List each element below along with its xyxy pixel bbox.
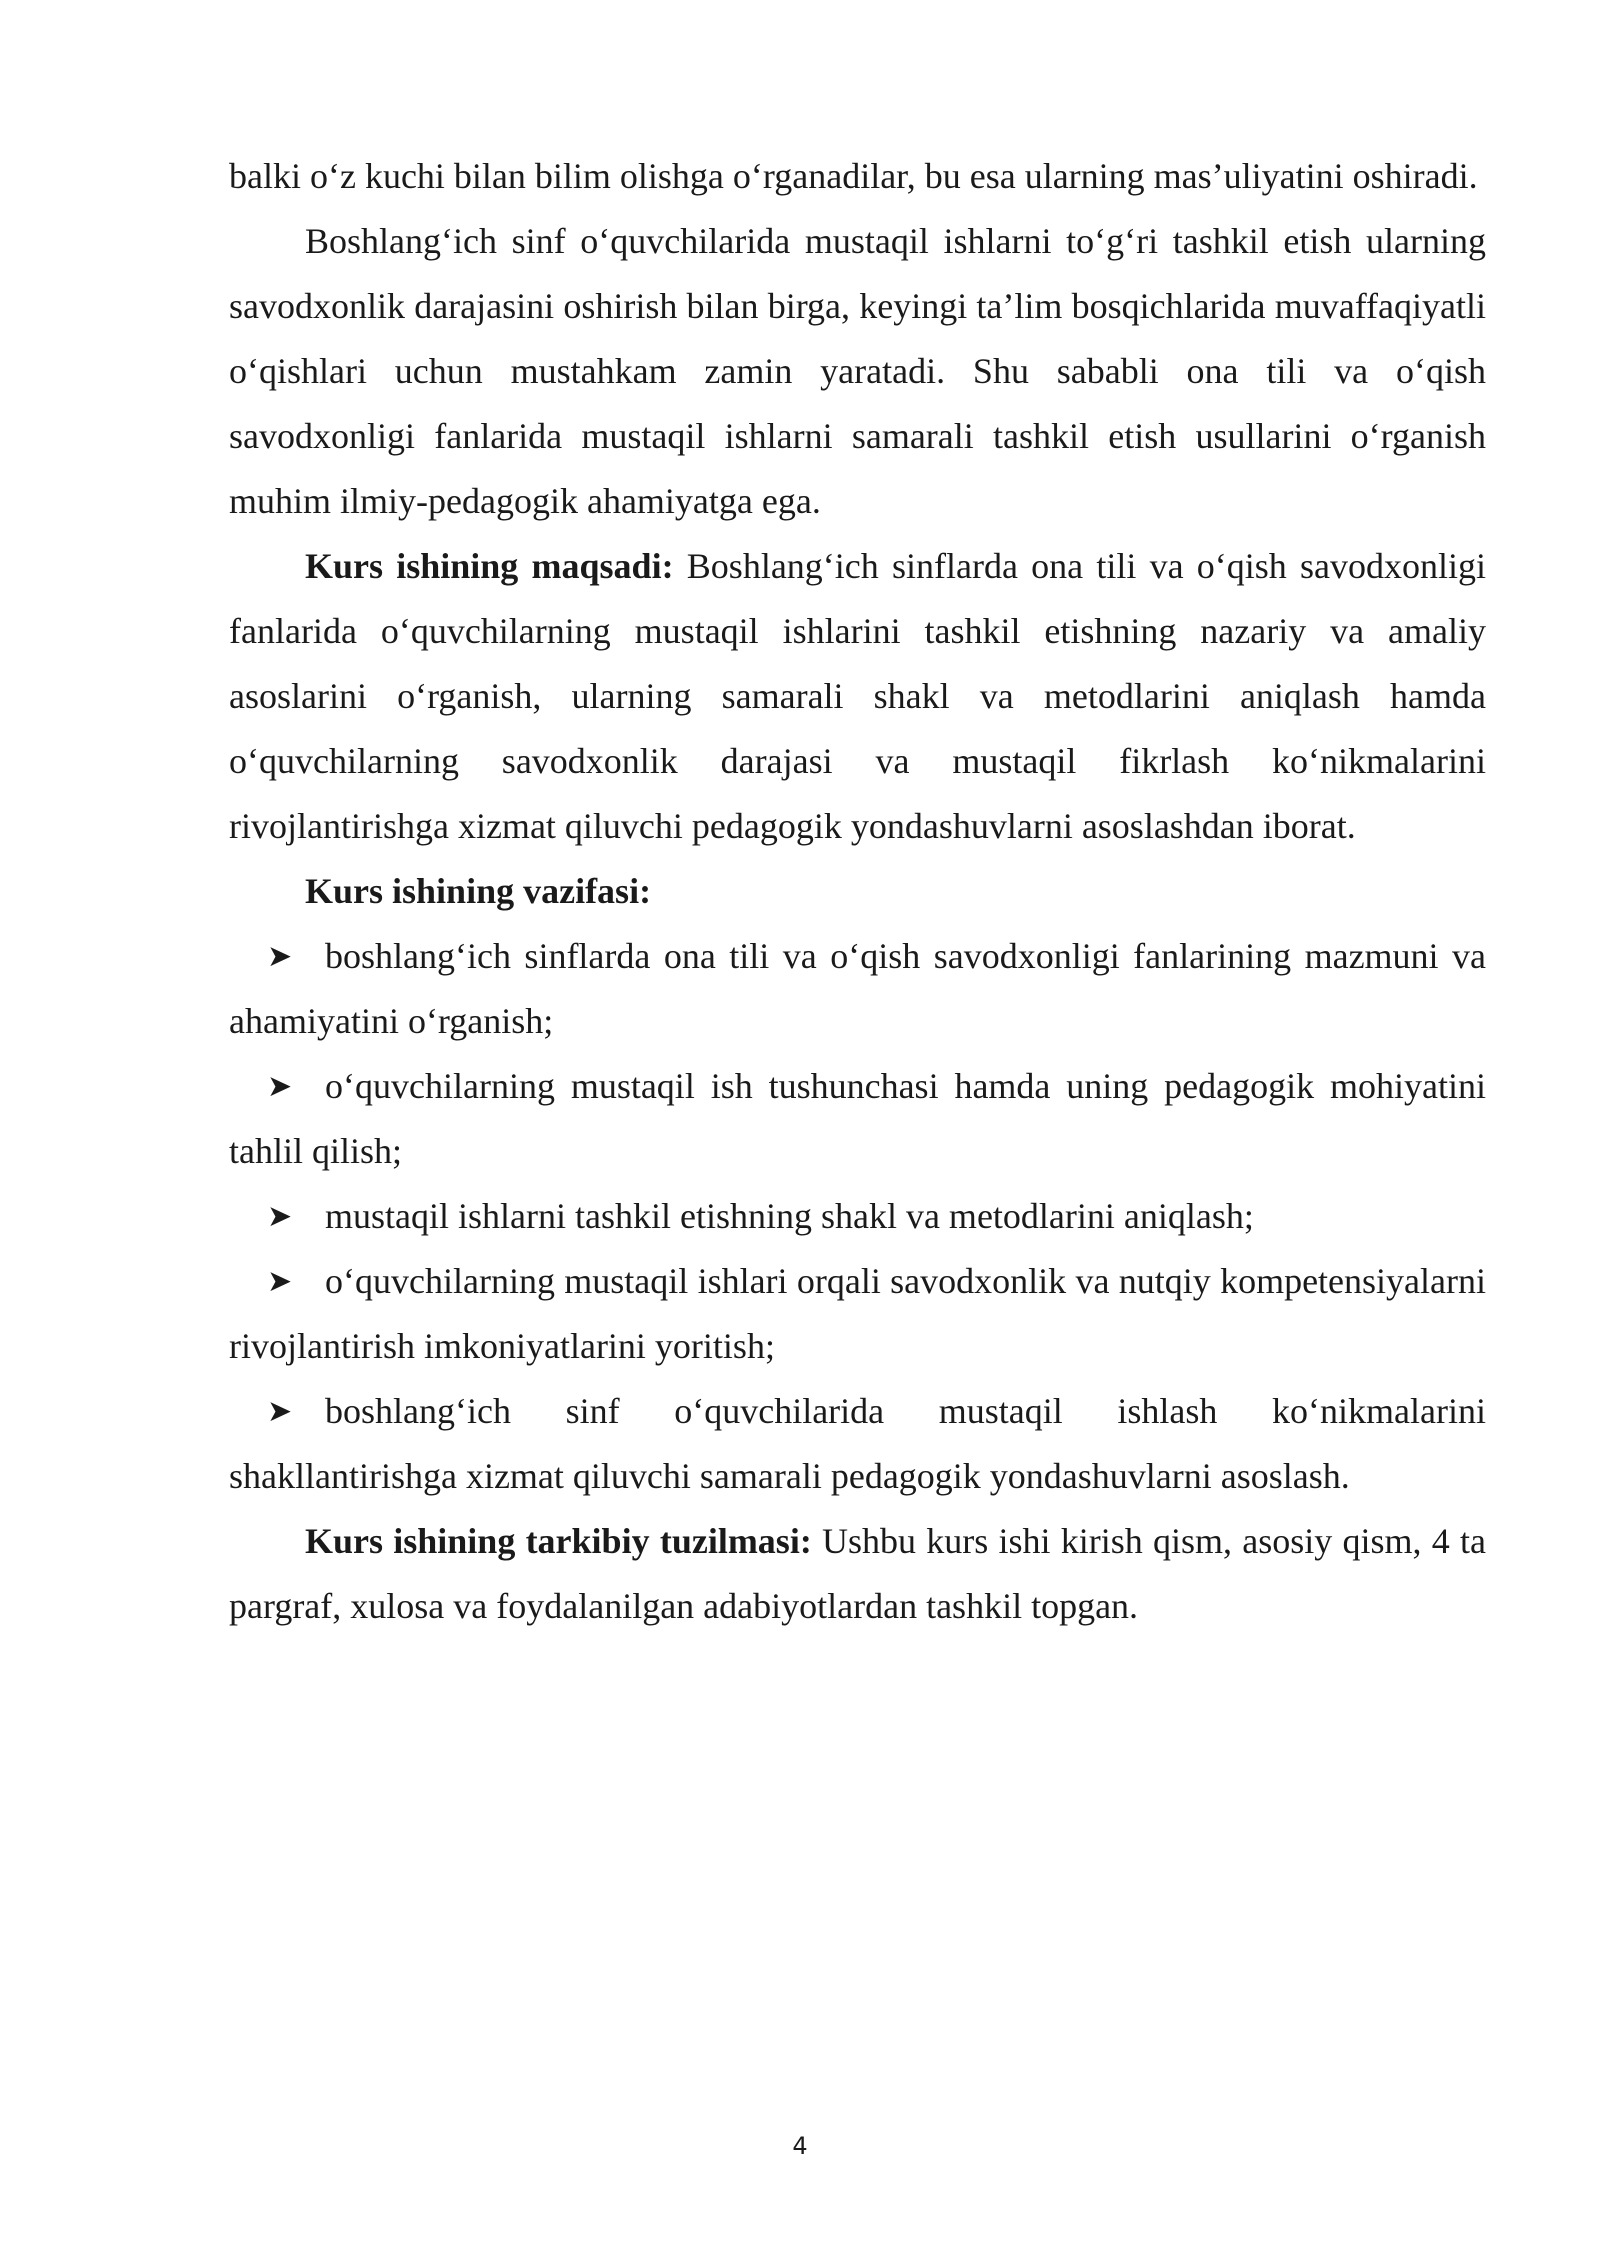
list-item [229,1184,1486,1249]
page-body [229,144,1486,1639]
list-item-text: boshlang‘ich sinf o‘quvchilarida mustaqil ishlash ko‘nikmalarini shakllantirishga xizmat qiluvchi samarali pedagogik yondashuvlarni asoslash. [229,1391,1486,1496]
paragraph-importance: Boshlang‘ich sinf o‘quvchilarida mustaqil ishlarni to‘g‘ri tashkil etish ularning savodxonlik darajasini oshirish bilan birga, keyingi ta’lim bosqichlarida muvaffaqiyatli o‘qishlari uchun mustahkam zamin yaratadi. Shu sababli ona tili va o‘qish savodxonligi fanlarida mustaqil ishlarni samarali tashkil etish usullarini o‘rganish muhim ilmiy-pedagogik ahamiyatga ega. [229,221,1486,521]
list-item [229,1054,1486,1184]
list-item [229,924,1486,1054]
tasks-label: Kurs ishining vazifasi: [305,871,652,911]
tasks-heading [229,859,1486,924]
goal-label: Kurs ishining maqsadi: [305,546,674,586]
list-item-text: o‘quvchilarning mustaqil ishlari orqali savodxonlik va nutqiy kompetensiyalarni rivojlantirish imkoniyatlarini yoritish; [229,1261,1486,1366]
structure-label: Kurs ishining tarkibiy tuzilmasi: [305,1521,812,1561]
list-item-text: mustaqil ishlarni tashkil etishning shakl va metodlarini aniqlash; [325,1196,1254,1236]
arrowhead-bullet-icon: ➤ [267,1069,293,1104]
arrowhead-bullet-icon: ➤ [267,1264,293,1299]
list-item [229,1249,1486,1379]
arrowhead-bullet-icon: ➤ [267,1199,293,1234]
structure-text: Ushbu kurs ishi kirish qism, asosiy qism, 4 ta pargraf, xulosa va foydalanilgan adabiyotlardan tashkil topgan. [229,1521,1486,1626]
page-number: 4 [792,2132,808,2160]
paragraph-continuation: balki o‘z kuchi bilan bilim olishga o‘rganadilar, bu esa ularning mas’uliyatini oshiradi. [229,156,1478,196]
arrowhead-bullet-icon: ➤ [267,939,293,974]
goal-paragraph [229,534,1486,859]
list-item-text: o‘quvchilarning mustaqil ish tushunchasi hamda uning pedagogik mohiyatini tahlil qilish; [229,1066,1486,1171]
list-item [229,1379,1486,1509]
goal-text: Boshlang‘ich sinflarda ona tili va o‘qish savodxonligi fanlarida o‘quvchilarning mustaqil ishlarini tashkil etishning nazariy va amaliy asoslarini o‘rganish, ularning samarali shakl va metodlarini aniqlash hamda o‘quvchilarning savodxonlik darajasi va mustaqil fikrlash ko‘nikmalarini rivojlantirishga xizmat qiluvchi pedagogik yondashuvlarni asoslashdan iborat. [229,546,1486,846]
tasks-list [229,924,1486,1509]
list-item-text: boshlang‘ich sinflarda ona tili va o‘qish savodxonligi fanlarining mazmuni va ahamiyatini o‘rganish; [229,936,1486,1041]
arrowhead-bullet-icon: ➤ [267,1394,293,1429]
structure-paragraph [229,1509,1486,1639]
